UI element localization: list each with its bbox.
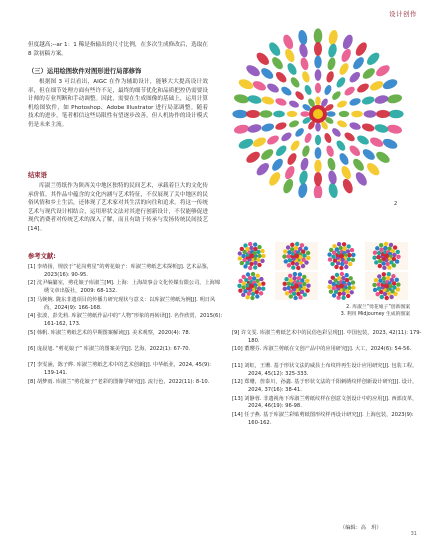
midjourney-patterns-grid [228, 240, 410, 302]
reference-item: [1] 李靖扬，规放于“花岗剪星”的剪花娘子：库淑兰剪纸艺术探析[J]. 艺术品鉴，2023(16): 90-95. [28, 264, 213, 278]
editor-note: （编辑：高 玥） [340, 525, 382, 531]
reference-item: [13] 刘静蓉. 非遗视角下库淑兰剪纸纹样在创意文创设计中的应用[J]. 西部皮革，2024, 46(19): 96-98. [232, 395, 418, 410]
figure-caption-2: 3. 利用 Midjourney 生成的图案 [340, 312, 410, 317]
reference-item: [10] 董瓔芬. 库淑兰剪纸在文创产品中的应用研究[J]. 大工，2024(6): 54-56. [232, 346, 412, 353]
reference-item: [6] 庞晨旭. “剪花娘子” 库淑兰的图案美学[J]. 艺海，2022(1): 67-70. [28, 346, 191, 352]
reference-item: [11] 刘虹，王珊. 基于形状文法的威县土布纹样再生设计应用研究[J]. 包装工程，2024, 45(12): 325-333. [232, 362, 418, 377]
reference-item: [5] 韩帆. 库淑兰剪纸艺术的早期图案解读[J]. 美术观察，2020(4): 78. [28, 329, 191, 336]
reference-item: [9] 许文雯. 库淑兰剪纸艺术中的民俗色彩呈现[J]. 中国包装，2023, 42(11): 179-180. [232, 330, 422, 344]
body-paragraph: 根据图 3 可以看出，AIGC 在作为辅助设计，能够大大提高设计效率，但在细节处理方面有些许不足，最终的细节优化和品质把控仍需要设计师的专业判断和手动调整。因此，需要在生成图像的基础上，运用计算机绘图软件，如 Photoshop、Adobe Illustrator 进行局部调整。随着技术的进步，笔者相信这些局限性有望逐步改善，但人机协作的设计模式仍是未来主流。 [28, 79, 208, 128]
kuchulan-pattern-image [228, 22, 408, 198]
reference-item: [3] 马婉婉. 陇东非遗项目的传播力研究现状与意义：以库淑兰剪纸为例[J]. 明日风尚，2024(9): 166-168. [28, 296, 216, 311]
references-heading: 参考文献: [28, 253, 56, 260]
reference-item: [8] 胡梦雨. 库淑兰“剪花娘子”老彩的图像学研究[J]. 流行色，2022(11): 8-10. [28, 378, 210, 385]
section-heading: （三）运用绘图软件对图形进行局部修饰 [28, 68, 142, 75]
reference-item: [14] 任子燕. 基于库淑兰彩贴剪纸图形纹样再设计研究[J]. 上海包装，2023(9): 160-162. [232, 412, 414, 426]
intro-paragraph: 但度越高;--ar 1：1 稀是指输出的尺寸比例，在多次生成修改后，选取在 8 款初稿方案。 [28, 42, 208, 57]
section-label: 设计创作 [389, 10, 417, 18]
reference-item: [4] 张波，彭先莉. 库淑兰剪纸作品中的“人物”形象的再转译[J]. 名作欣赏，2015(6): 161-162, 173. [28, 313, 223, 327]
reference-item: [2] 沈尹编纂室，剪花娘子库淑兰[M]. 上海：上海故事会文化传媒有限公司，上海锦绣文章出版社，2009: 68-132. [28, 280, 221, 295]
conclusion-paragraph: 库淑兰剪纸作为陕西关中地区独特的民间艺术，承载着巨大的文化传承价值。其作品中蕴含的文化内涵与艺术特征，不仅展现了关中地区的民俗风情和乡土生活，还体现了艺术家对其生活的向往和追求。将这一传统艺术与现代设计相结合，运用形状文法对其进行创新设计，不仅能够促进现代消费者对传统艺术的深入了解，而且有助于传承与发扬传统民间技艺[14]。 [28, 183, 208, 232]
conclusion-heading: 结束语 [28, 172, 47, 179]
figure-caption-1: 2. 库淑兰“剪花娘子”创新图案 [346, 305, 410, 310]
reference-item: [12] 郑珊，詹泰川，孙鑫. 基于形状文法的千阳刺绣纹样创新设计研究[J]. 设计，2024, 37(16): 38-41. [232, 379, 418, 393]
reference-item: [7] 李雯涵，陈子晔. 库淑兰剪纸艺术中的艺术创新[J]. 中华纸业，2024, 45(9): 139-141. [28, 362, 212, 377]
figure-2-label: 2 [394, 201, 398, 207]
page-number: 31 [410, 531, 417, 537]
